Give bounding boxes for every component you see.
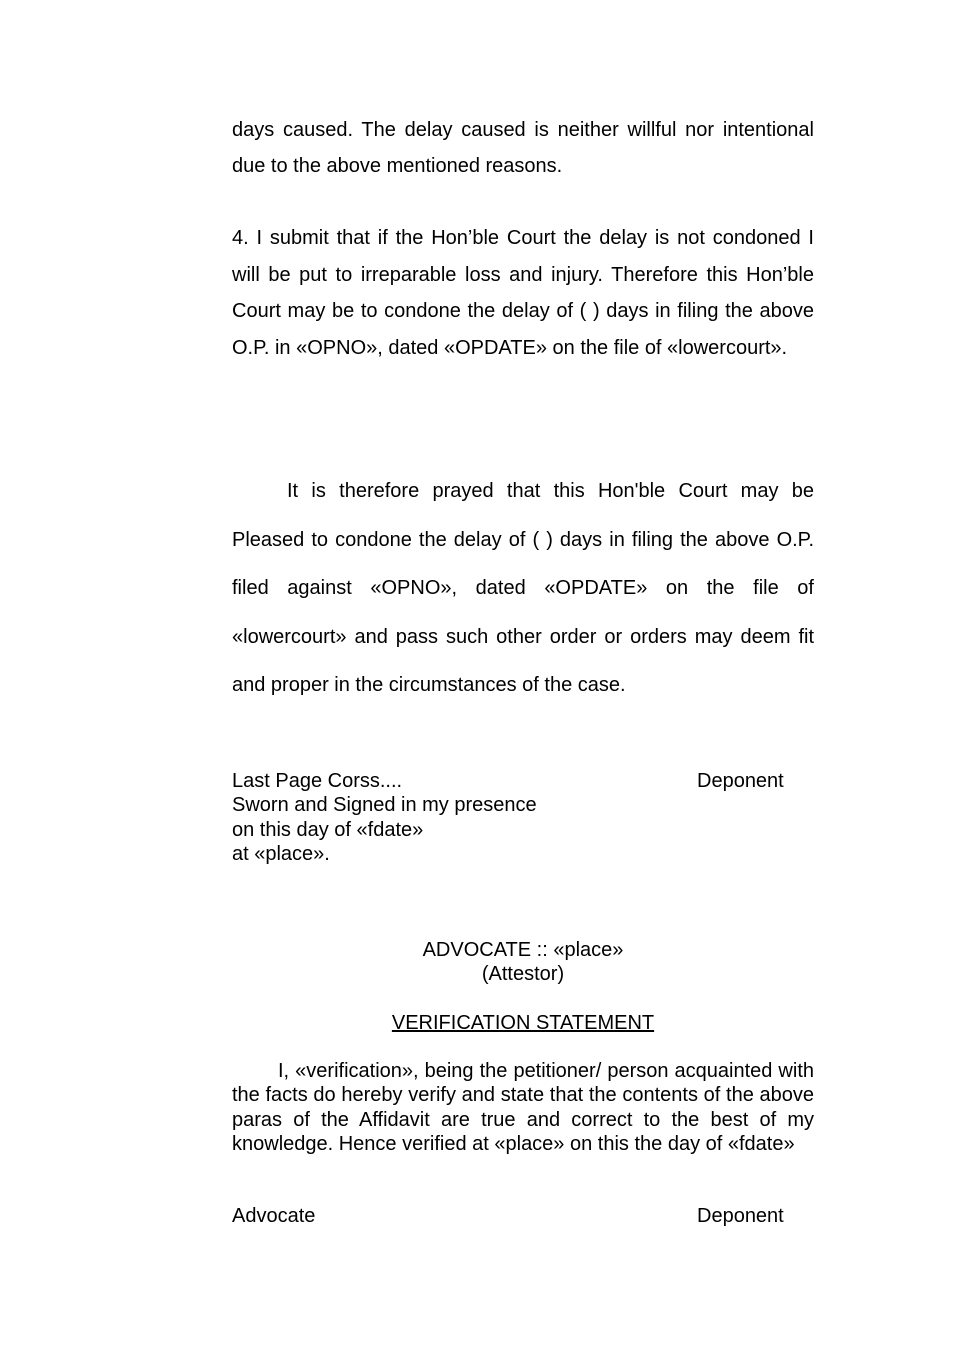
prayer-text: It is therefore prayed that this Hon'ble Court may be Pleased to condone the delay of ( ) days in filing the above O.P. filed against «OPNO», dated «OPDATE» on the file of «lowercourt» and pass such other order or orders may deem fit and proper in the circumstances of the case. [232, 480, 814, 696]
signature-deponent: Deponent [697, 1205, 784, 1227]
attestor-label: (Attestor) [481, 963, 565, 985]
deponent-label-top: Deponent [697, 770, 784, 792]
last-page-label: Last Page Corss.... [232, 770, 403, 792]
sworn-date-line: on this day of «fdate» [232, 819, 424, 841]
sworn-line: Sworn and Signed in my presence [232, 794, 537, 816]
verification-body-text: I, «verification», being the petitioner/ person acquainted with the facts do hereby verify and state that the contents of the above paras of the Affidavit are true and correct to the best of my knowledge. Hence verified at «place» on this the day of «fdate» [232, 1060, 814, 1155]
attestor-advocate-line: ADVOCATE :: «place» [422, 939, 624, 961]
paragraph-4-submission: 4. I submit that if the Hon’ble Court the delay is not condoned I will be put to irreparable loss and injury. Therefore this Hon’ble Court may be to condone the delay of ( ) days in filing the above O.P. in «OPNO», dated «OPDATE» on the file of «lowercourt». [232, 227, 814, 359]
signature-advocate: Advocate [232, 1205, 316, 1227]
verification-title-text: VERIFICATION STATEMENT [391, 1012, 655, 1034]
paragraph-delay-reasons: days caused. The delay caused is neither willful nor intentional due to the above mentioned reasons. [232, 119, 814, 177]
prayer-paragraph [232, 467, 814, 710]
verification-title [232, 1011, 814, 1035]
sworn-place-line: at «place». [232, 843, 330, 865]
verification-body [232, 1059, 814, 1156]
